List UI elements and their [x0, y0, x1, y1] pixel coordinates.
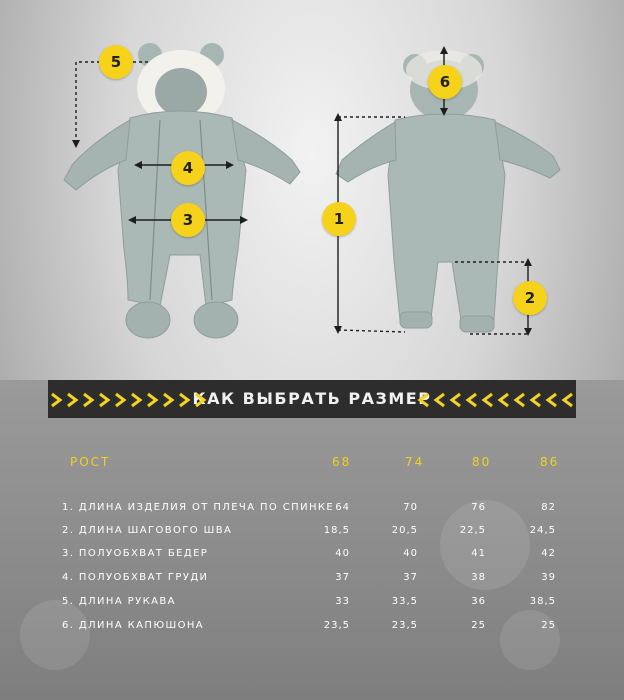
table-cell: 20,5: [391, 525, 418, 536]
table-row-label: 3. ПОЛУОБХВАТ БЕДЕР: [62, 548, 209, 559]
table-cell: 82: [541, 502, 556, 513]
table-row-label: 5. ДЛИНА РУКАВА: [62, 596, 176, 607]
table-row-label: 2. ДЛИНА ШАГОВОГО ШВА: [62, 525, 233, 536]
badge-1: 1: [322, 202, 356, 236]
table-cell: 33: [335, 596, 350, 607]
height-header: РОСТ: [70, 455, 111, 469]
chevron-right-icon: [48, 392, 208, 408]
table-cell: 23,5: [391, 620, 418, 631]
table-cell: 40: [335, 548, 350, 559]
table-cell: 37: [335, 572, 350, 583]
table-cell: 37: [403, 572, 418, 583]
table-row-label: 1. ДЛИНА ИЗДЕЛИЯ ОТ ПЛЕЧА ПО СПИНКЕ: [62, 502, 335, 513]
table-cell: 22,5: [459, 525, 486, 536]
table-cell: 42: [541, 548, 556, 559]
table-cell: 25: [471, 620, 486, 631]
page-title: КАК ВЫБРАТЬ РАЗМЕР: [192, 389, 432, 408]
badge-2: 2: [513, 281, 547, 315]
table-cell: 38: [471, 572, 486, 583]
chevron-left-icon: [416, 392, 576, 408]
table-cell: 70: [403, 502, 418, 513]
table-row-label: 4. ПОЛУОБХВАТ ГРУДИ: [62, 572, 209, 583]
table-cell: 41: [471, 548, 486, 559]
table-cell: 24,5: [529, 525, 556, 536]
table-row-label: 6. ДЛИНА КАПЮШОНА: [62, 620, 205, 631]
size-header: 68: [332, 455, 352, 469]
snowsuit-front: [64, 43, 300, 338]
bokeh-circle: [500, 610, 560, 670]
table-cell: 76: [471, 502, 486, 513]
badge-6: 6: [428, 65, 462, 99]
table-cell: 39: [541, 572, 556, 583]
badge-4: 4: [171, 151, 205, 185]
table-cell: 23,5: [323, 620, 350, 631]
table-cell: 33,5: [391, 596, 418, 607]
badge-5: 5: [99, 45, 133, 79]
size-header: 86: [540, 455, 560, 469]
bokeh-circle: [20, 600, 90, 670]
table-cell: 64: [335, 502, 350, 513]
table-cell: 25: [541, 620, 556, 631]
badge-3: 3: [171, 203, 205, 237]
table-cell: 38,5: [529, 596, 556, 607]
table-cell: 18,5: [323, 525, 350, 536]
size-header: 74: [405, 455, 425, 469]
size-header: 80: [472, 455, 492, 469]
table-cell: 40: [403, 548, 418, 559]
table-cell: 36: [471, 596, 486, 607]
